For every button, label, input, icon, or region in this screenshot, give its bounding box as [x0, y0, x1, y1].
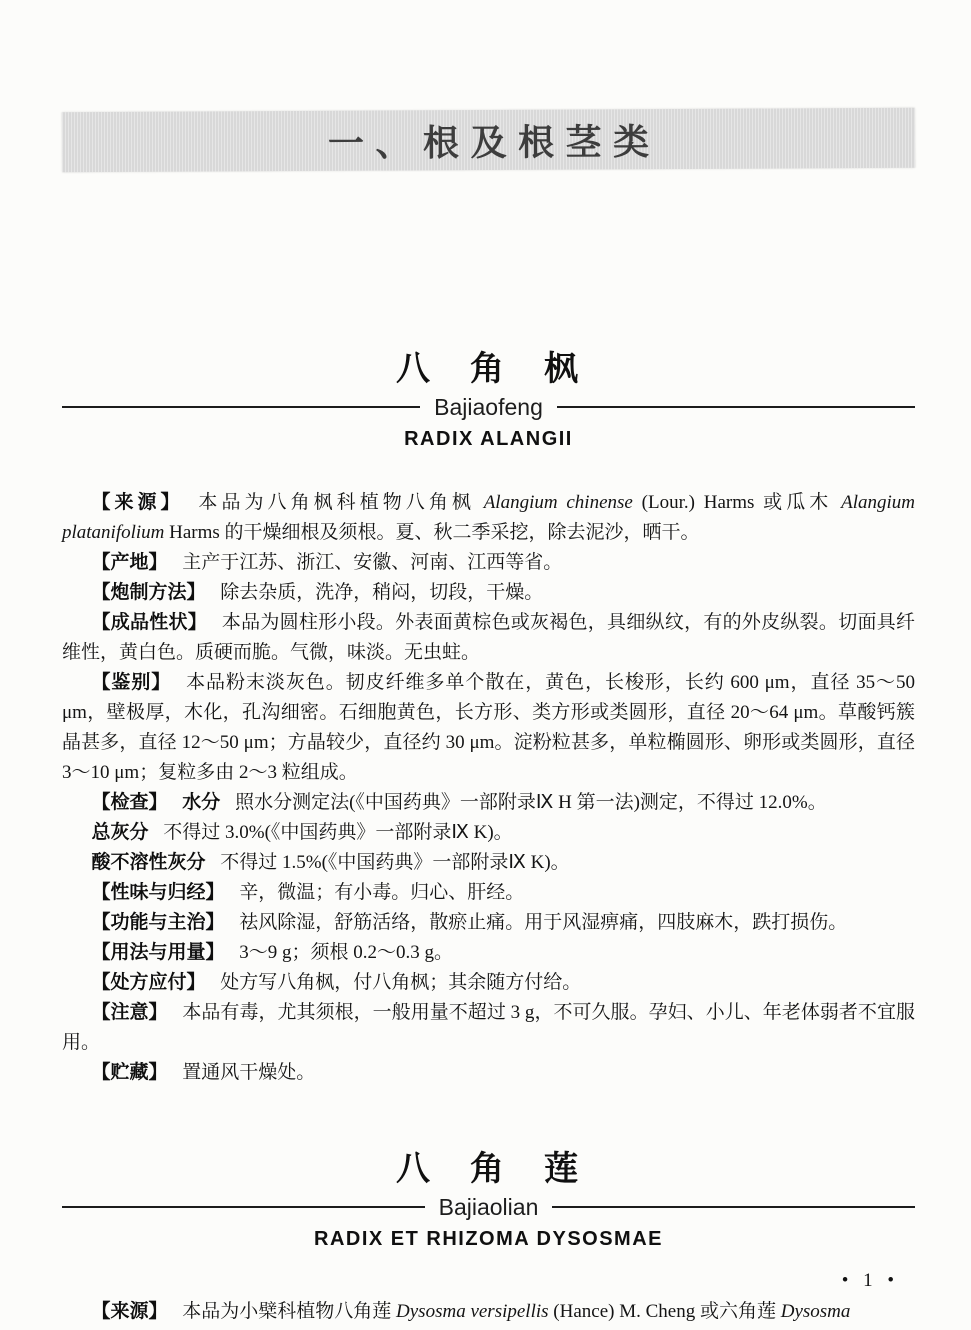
latin-binomial: Dysosma — [780, 1301, 851, 1322]
paragraph-label: 总灰分 — [91, 822, 149, 843]
paragraph-label: 【检查】 — [91, 792, 168, 813]
paragraph-text: 本品有毒，尤其须根，一般用量不超过 3 g，不可久服。孕妇、小儿、年老体弱者不宜服用。 — [62, 1002, 915, 1053]
paragraph-label: 【来源】 — [91, 492, 184, 513]
monograph-paragraph — [62, 668, 915, 788]
paragraph-text: 本品为圆柱形小段。外表面黄棕色或灰褐色，具细纵纹，有的外皮纵裂。切面具纤维性，黄白色。质硬而脆。气微，味淡。无虫蛀。 — [62, 612, 915, 663]
monograph-paragraph — [62, 908, 915, 938]
page-number: • 1 • — [841, 1270, 899, 1291]
monograph-paragraph — [62, 998, 915, 1058]
monograph-paragraphs — [62, 488, 915, 1088]
divider-rule-right — [557, 406, 915, 408]
paragraph-text: 置通风干燥处。 — [182, 1062, 316, 1083]
monograph — [62, 348, 915, 1088]
monograph-paragraph — [62, 548, 915, 578]
paragraph-label: 【产地】 — [91, 552, 168, 573]
monograph-latin-name: RADIX ET RHIZOMA DYSOSMAE — [314, 1228, 663, 1250]
monograph-paragraph — [62, 788, 915, 818]
divider-rule-right — [552, 1206, 915, 1208]
latin-binomial: Alangium chinense — [483, 492, 633, 513]
paragraph-label: 【贮藏】 — [91, 1062, 168, 1083]
paragraph-text: 3～9 g；须根 0.2～0.3 g。 — [239, 942, 454, 963]
monograph-title: 八 角 枫 — [396, 350, 581, 388]
monograph-paragraph — [62, 938, 915, 968]
monograph-paragraph — [62, 488, 915, 548]
paragraph-label: 【炮制方法】 — [91, 582, 206, 603]
monograph-paragraph — [62, 848, 915, 878]
monograph-paragraphs — [62, 1297, 915, 1327]
paragraph-text: 本品为八角枫科植物八角枫 — [198, 492, 484, 513]
paragraph-text: 本品粉末淡灰色。韧皮纤维多单个散在，黄色，长梭形，长约 600 μm，直径 35～50 μm，壁极厚，木化，孔沟细密。石细胞黄色，长方形、类方形或类圆形，直径 20～64 μm。草酸钙簇晶甚多，直径 12～50 μm；方晶较少，直径约 30 μm。淀粉粒甚多，单粒椭圆形、卵形或类圆形，直径 3～10 μm；复粒多由 2～3 粒组成。 — [62, 672, 915, 783]
paragraph-label: 【功能与主治】 — [91, 912, 225, 933]
paragraph-label: 酸不溶性灰分 — [91, 852, 206, 873]
paragraph-text: 照水分测定法(《中国药典》一部附录Ⅸ H 第一法)测定，不得过 12.0%。 — [235, 792, 827, 813]
paragraph-label: 【鉴别】 — [91, 672, 172, 693]
monograph-paragraph — [62, 818, 915, 848]
monograph-pinyin: Bajiaofeng — [434, 394, 543, 420]
paragraph-text: Harms 的干燥细根及须根。夏、秋二季采挖，除去泥沙，晒干。 — [164, 522, 700, 543]
paragraph-label: 【处方应付】 — [91, 972, 206, 993]
paragraph-text: 本品为小檗科植物八角莲 — [182, 1301, 397, 1322]
divider-rule-left — [62, 406, 420, 408]
paragraph-text: 不得过 1.5%(《中国药典》一部附录Ⅸ K)。 — [220, 852, 570, 873]
paragraph-text: 祛风除湿，舒筋活络，散瘀止痛。用于风湿痹痛，四肢麻木，跌打损伤。 — [239, 912, 848, 933]
monograph-paragraph — [62, 608, 915, 668]
paragraph-label: 【用法与用量】 — [91, 942, 225, 963]
paragraph-text: 处方写八角枫，付八角枫；其余随方付给。 — [220, 972, 582, 993]
paragraph-text: 主产于江苏、浙江、安徽、河南、江西等省。 — [182, 552, 563, 573]
paragraph-text: 除去杂质，洗净，稍闷，切段，干燥。 — [220, 582, 544, 603]
monograph-pinyin: Bajiaolian — [438, 1194, 539, 1220]
paragraph-label: 【成品性状】 — [91, 612, 208, 633]
monograph-paragraph — [62, 1058, 915, 1088]
monograph-paragraph — [62, 968, 915, 998]
monograph-paragraph — [62, 878, 915, 908]
monograph-paragraph — [62, 1297, 915, 1327]
chapter-title: 一、根及根茎类 — [327, 120, 661, 164]
monograph-latin-name: RADIX ALANGII — [404, 428, 573, 450]
pinyin-divider-row — [62, 1193, 915, 1221]
paragraph-label: 【来源】 — [91, 1301, 168, 1322]
paragraph-text: (Lour.) Harms 或瓜木 — [632, 492, 842, 513]
paragraph-label: 【注意】 — [91, 1002, 168, 1023]
paragraph-label: 【性味与归经】 — [91, 882, 225, 903]
divider-rule-left — [62, 1206, 425, 1208]
monograph-paragraph — [62, 578, 915, 608]
monograph — [62, 1148, 915, 1327]
monograph-title: 八 角 莲 — [396, 1150, 581, 1188]
paragraph-sublabel: 水分 — [182, 792, 221, 813]
paragraph-text: (Hance) M. Cheng 或六角莲 — [548, 1301, 781, 1322]
latin-binomial: Dysosma versipellis — [396, 1301, 549, 1322]
latin-binomial: Alangium platanifolium — [62, 492, 915, 543]
paragraph-text: 不得过 3.0%(《中国药典》一部附录Ⅸ K)。 — [163, 822, 513, 843]
paragraph-text: 辛，微温；有小毒。归心、肝经。 — [239, 882, 525, 903]
monographs — [62, 0, 915, 1327]
pinyin-divider-row — [62, 393, 915, 421]
